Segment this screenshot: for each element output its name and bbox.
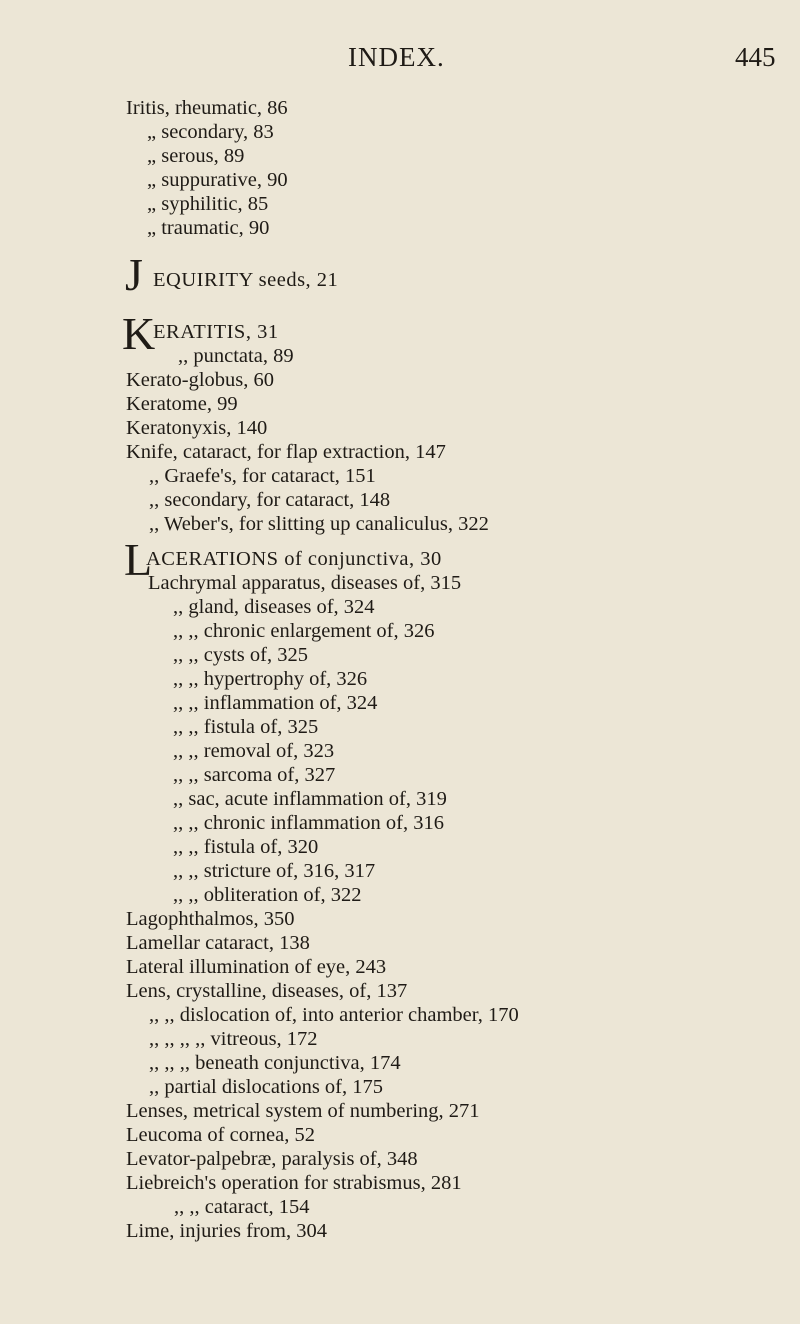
- index-entry: Kerato-globus, 60: [126, 369, 275, 391]
- index-subentry: „ syphilitic, 85: [147, 193, 269, 215]
- section-initial-l: L: [124, 534, 153, 585]
- index-entry: Lachrymal apparatus, diseases of, 315: [148, 572, 462, 594]
- index-subentry: „ secondary, 83: [147, 121, 274, 143]
- index-subentry: ,, ,, sarcoma of, 327: [173, 764, 336, 786]
- page-number: 445: [735, 42, 776, 72]
- index-subentry: ,, ,, cataract, 154: [174, 1196, 310, 1218]
- index-subentry: ,, ,, cysts of, 325: [173, 644, 308, 666]
- index-entry: Lenses, metrical system of numbering, 271: [126, 1100, 480, 1122]
- page-header: [0, 42, 800, 82]
- index-entry: Lamellar cataract, 138: [126, 932, 310, 954]
- index-subentry: ,, ,, hypertrophy of, 326: [173, 668, 368, 690]
- index-entry: Lagophthalmos, 350: [126, 908, 295, 930]
- index-subentry: ,, sac, acute inflammation of, 319: [173, 788, 447, 810]
- index-subentry: „ suppurative, 90: [147, 169, 288, 191]
- index-entry: ERATITIS, 31: [153, 321, 279, 343]
- index-subentry: ,, ,, chronic inflammation of, 316: [173, 812, 444, 834]
- index-entry: Lateral illumination of eye, 243: [126, 956, 387, 978]
- index-entry: Knife, cataract, for flap extraction, 147: [126, 441, 446, 463]
- index-subentry: ,, gland, diseases of, 324: [173, 596, 375, 618]
- index-subentry: ,, ,, ,, ,, vitreous, 172: [149, 1028, 318, 1050]
- section-initial-j: J: [125, 249, 143, 300]
- index-entry: Leucoma of cornea, 52: [126, 1124, 315, 1146]
- index-subentry: „ serous, 89: [147, 145, 245, 167]
- index-subentry: ,, Weber's, for slitting up canaliculus, 322: [149, 513, 489, 535]
- index-subentry: ,, ,, dislocation of, into anterior chamber, 170: [149, 1004, 519, 1026]
- index-entry: Liebreich's operation for strabismus, 281: [126, 1172, 462, 1194]
- index-subentry: ,, punctata, 89: [178, 345, 294, 367]
- index-subentry: ,, Graefe's, for cataract, 151: [149, 465, 376, 487]
- index-entry: EQUIRITY seeds, 21: [153, 269, 339, 291]
- index-entry: ACERATIONS of conjunctiva, 30: [146, 548, 442, 570]
- index-subentry: „ traumatic, 90: [147, 217, 270, 239]
- index-entry: Iritis, rheumatic, 86: [126, 97, 288, 119]
- index-entry: Keratome, 99: [126, 393, 238, 415]
- index-entry: Keratonyxis, 140: [126, 417, 268, 439]
- index-entry: Lime, injuries from, 304: [126, 1220, 327, 1242]
- index-entry: Lens, crystalline, diseases, of, 137: [126, 980, 408, 1002]
- section-initial-k: K: [122, 308, 156, 359]
- index-subentry: ,, ,, obliteration of, 322: [173, 884, 362, 906]
- index-subentry: ,, partial dislocations of, 175: [149, 1076, 383, 1098]
- running-title: INDEX.: [348, 42, 445, 72]
- index-subentry: ,, ,, ,, beneath conjunctiva, 174: [149, 1052, 401, 1074]
- index-subentry: ,, ,, fistula of, 320: [173, 836, 319, 858]
- index-subentry: ,, ,, inflammation of, 324: [173, 692, 378, 714]
- index-subentry: ,, secondary, for cataract, 148: [149, 489, 391, 511]
- index-subentry: ,, ,, fistula of, 325: [173, 716, 319, 738]
- index-subentry: ,, ,, stricture of, 316, 317: [173, 860, 376, 882]
- index-entry: Levator-palpebræ, paralysis of, 348: [126, 1148, 418, 1170]
- index-subentry: ,, ,, chronic enlargement of, 326: [173, 620, 435, 642]
- index-subentry: ,, ,, removal of, 323: [173, 740, 335, 762]
